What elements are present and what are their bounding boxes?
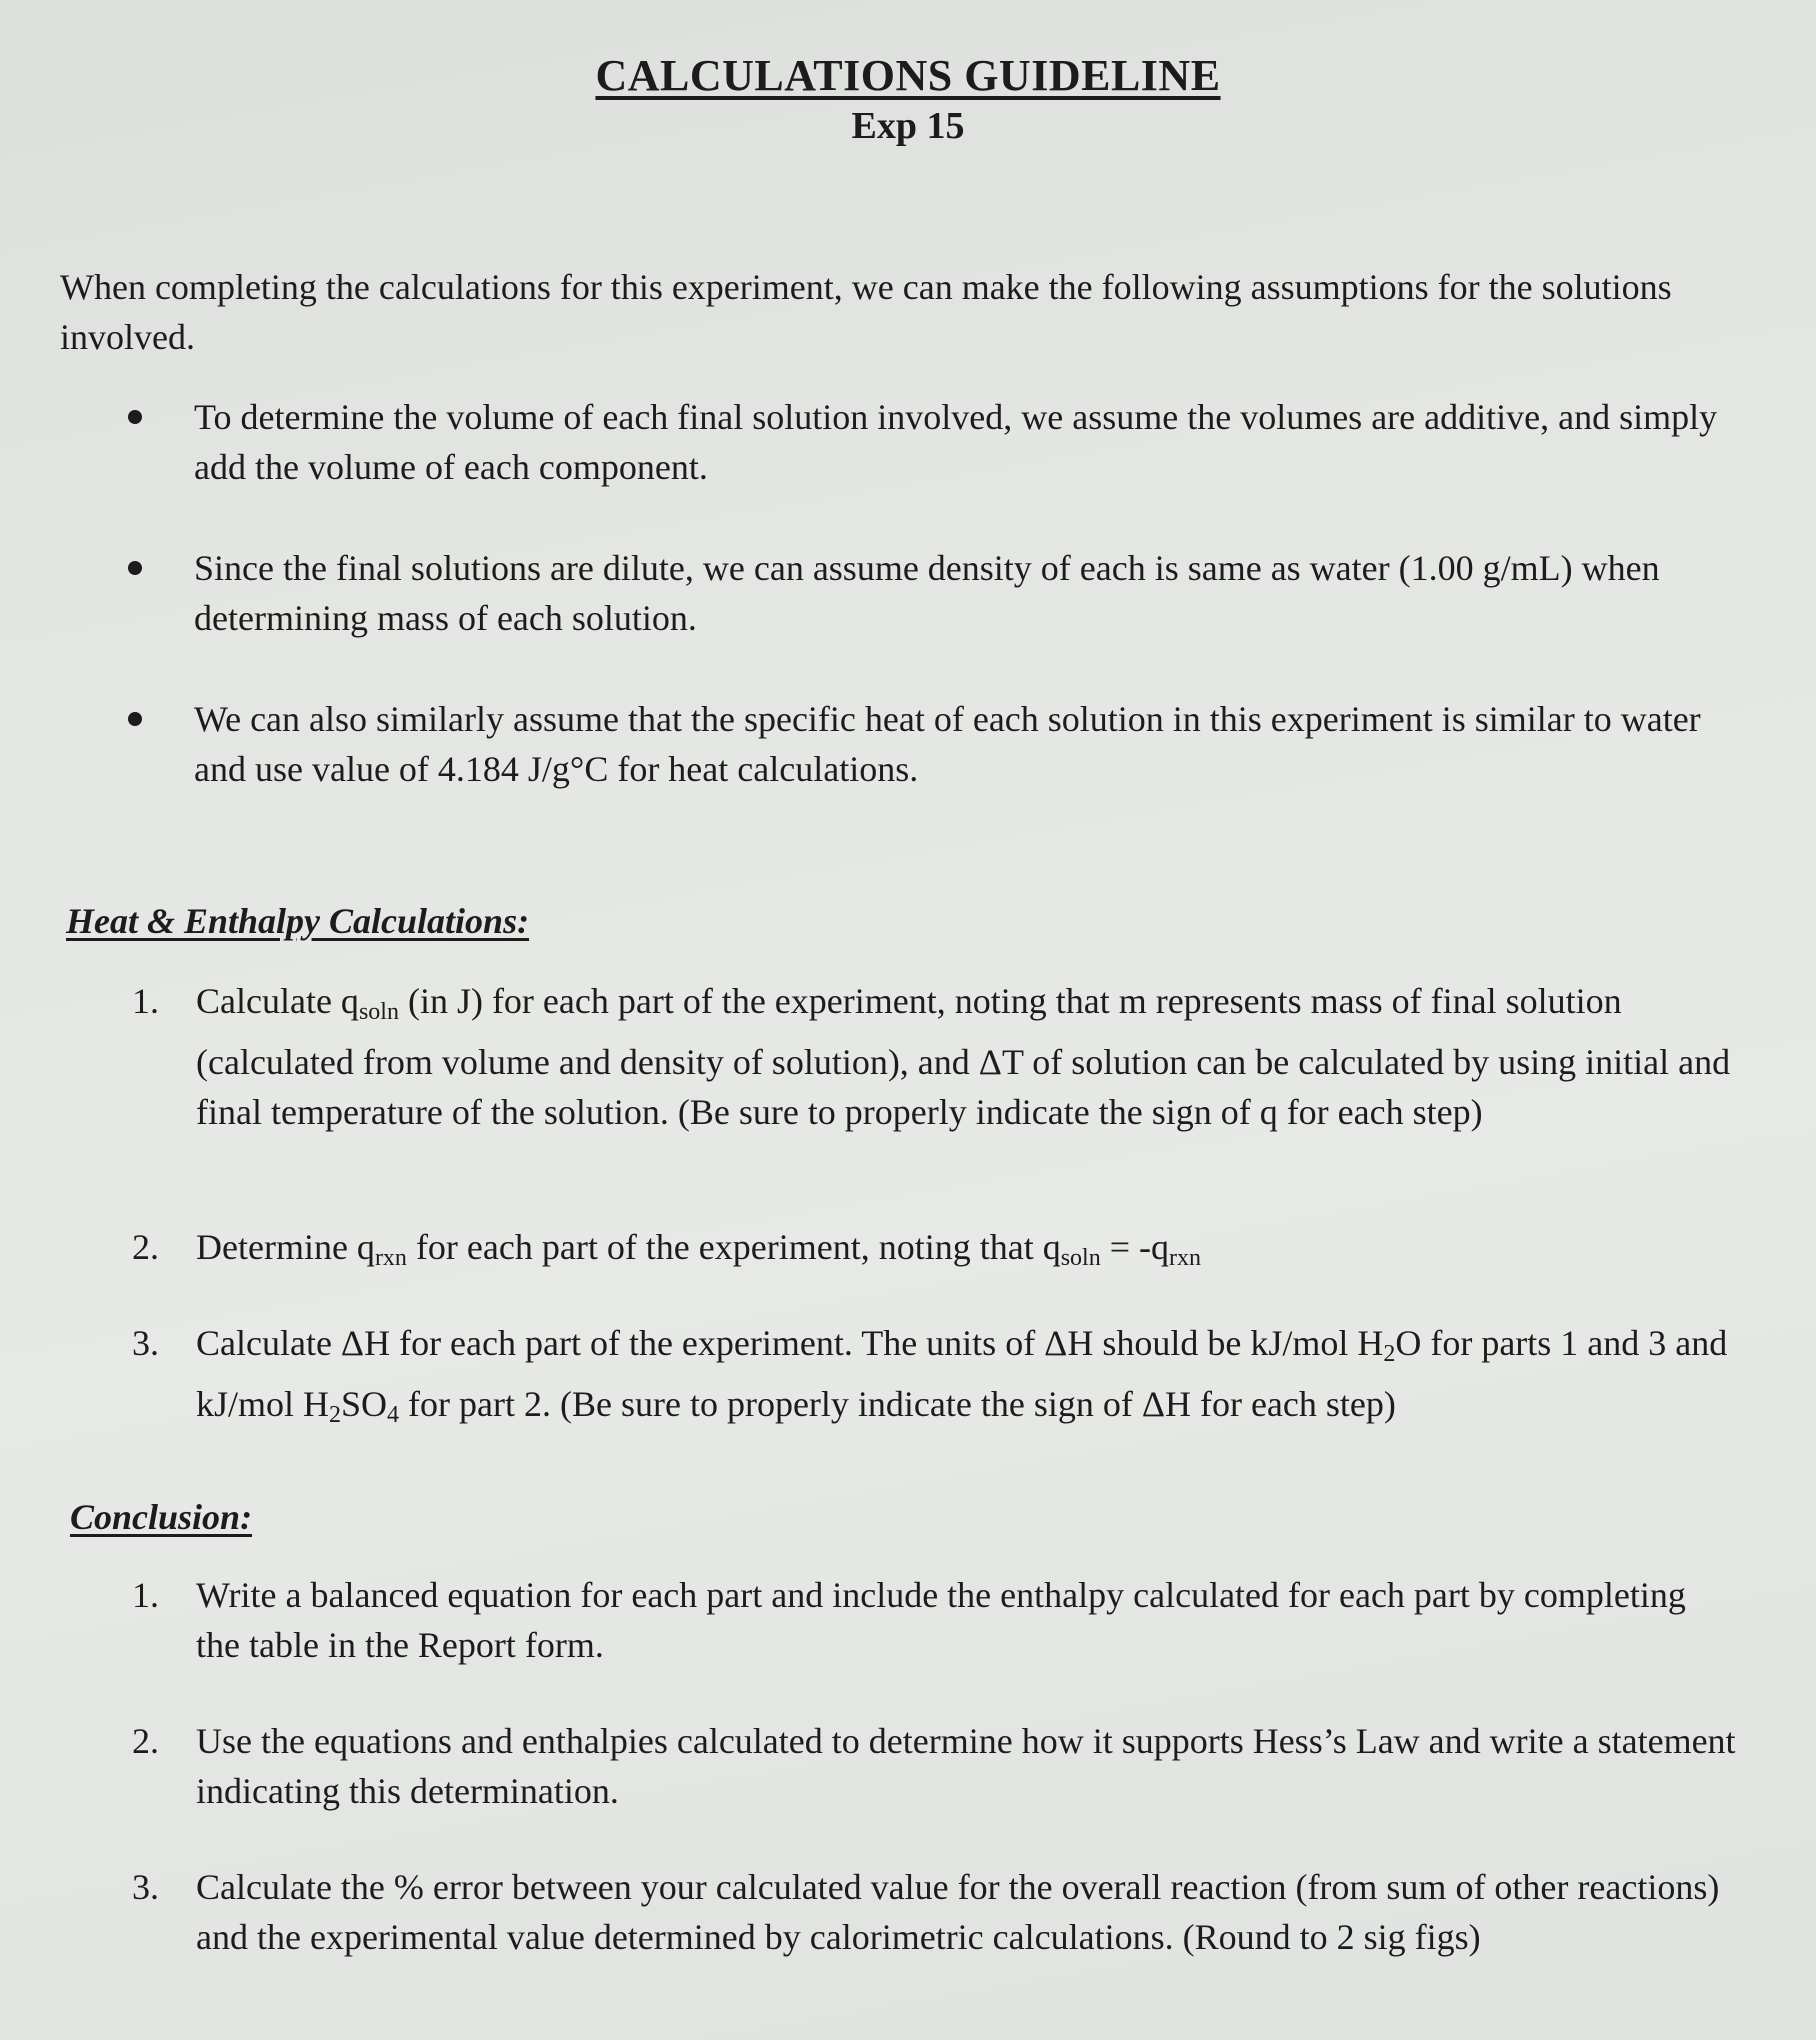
page-subtitle: Exp 15 bbox=[851, 105, 965, 147]
item-number: 2. bbox=[132, 1227, 159, 1267]
item-number: 2. bbox=[132, 1721, 159, 1761]
item-number: 1. bbox=[132, 1575, 159, 1615]
bullet-icon bbox=[128, 561, 142, 575]
heat-item-text: Calculate $q_{soln}$ (in J) for each part of the experiment, noting that m represents mass of final solution (calculated from volume and density of solution), and ΔT of solution can be calculated by using initial and final temperature of the solution. (Be sure to properly indicate the sign of q for each step) bbox=[196, 981, 1731, 1132]
conclusion-section-heading: Conclusion: bbox=[70, 1497, 253, 1537]
assumption-text: Since the final solutions are dilute, we can assume density of each is same as water (1.00 g/mL) when determining mass of each solution. bbox=[194, 548, 1660, 638]
conclusion-item-text: Use the equations and enthalpies calculated to determine how it supports Hess’s Law and write a statement indicating this determination. bbox=[196, 1721, 1736, 1811]
conclusion-item-text: Calculate the % error between your calculated value for the overall reaction (from sum of other reactions) and the experimental value determined by calorimetric calculations. (Round to 2 sig figs) bbox=[196, 1867, 1720, 1957]
conclusion-item-text: Write a balanced equation for each part and include the enthalpy calculated for each part by completing the table in the Report form. bbox=[196, 1575, 1686, 1665]
heat-section-heading: Heat & Enthalpy Calculations: bbox=[66, 901, 530, 941]
heat-item-text: Determine $q_{rxn}$ for each part of the experiment, noting that $q_{soln} = -q_{rxn}$ bbox=[196, 1227, 1202, 1271]
page-title: CALCULATIONS GUIDELINE bbox=[595, 51, 1221, 100]
assumption-text: To determine the volume of each final solution involved, we assume the volumes are additive, and simply add the volume of each component. bbox=[194, 397, 1718, 487]
assumption-text: We can also similarly assume that the specific heat of each solution in this experiment is similar to water and use value of 4.184 J/g°C for heat calculations. bbox=[194, 699, 1701, 789]
bullet-icon bbox=[128, 410, 142, 424]
item-number: 1. bbox=[132, 981, 159, 1021]
heat-item-text: Calculate ΔH for each part of the experiment. The units of ΔH should be kJ/mol H2O for parts 1 and 3 and kJ/mol H2SO4 for part 2. (Be sure to properly indicate the sign of ΔH for each step) bbox=[196, 1323, 1728, 1428]
bullet-icon bbox=[128, 712, 142, 726]
item-number: 3. bbox=[132, 1867, 159, 1907]
item-number: 3. bbox=[132, 1323, 159, 1363]
intro-paragraph: When completing the calculations for this experiment, we can make the following assumptions for the solutions involved. bbox=[60, 267, 1672, 357]
